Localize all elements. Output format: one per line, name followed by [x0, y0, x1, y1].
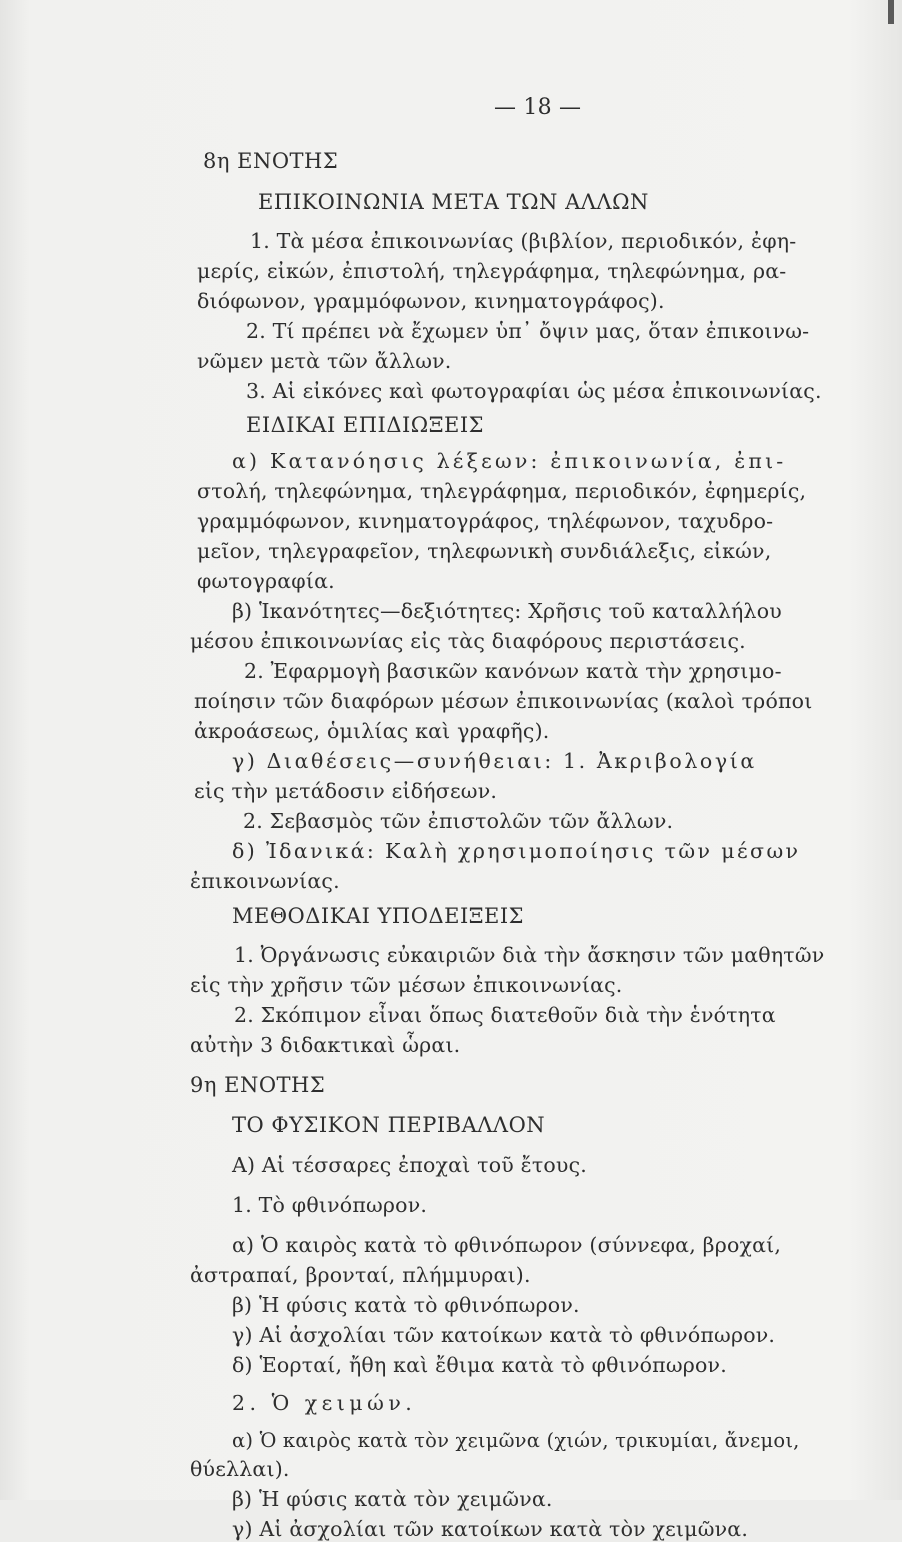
text-line: μέσου ἐπικοινωνίας εἰς τὰς διαφόρους περιστάσεις. [190, 629, 746, 653]
text-line: ἐπικοινωνίας. [190, 869, 340, 893]
text-line: αὐτὴν 3 διδακτικαὶ ὧραι. [190, 1033, 461, 1057]
unit-8-title: ΕΠΙΚΟΙΝΩΝΙΑ ΜΕΤΑ ΤΩΝ ΑΛΛΩΝ [258, 190, 649, 214]
text-line: α) Ὁ καιρὸς κατὰ τὸ φθινόπωρον (σύννεφα, βροχαί, [232, 1233, 782, 1257]
text-line: β) Ἱκανότητες—δεξιότητες: Χρῆσις τοῦ καταλλήλου [232, 599, 782, 623]
text-line: δ) Ἑορταί, ἤθη καὶ ἔθιμα κατὰ τὸ φθινόπωρον. [232, 1353, 727, 1377]
text-line: μεῖον, τηλεγραφεῖον, τηλεφωνικὴ συνδιάλεξις, εἰκών, [197, 539, 772, 563]
section-heading-special-goals: ΕΙΔΙΚΑΙ ΕΠΙΔΙΩΞΕΙΣ [246, 413, 484, 437]
text-line: α) Κατανόησις λέξεων: ἐπικοινωνία, ἐπι- [232, 449, 787, 473]
unit-9-heading: 9η ΕΝΟΤΗΣ [190, 1073, 326, 1097]
text-line: 3. Αἱ εἰκόνες καὶ φωτογραφίαι ὡς μέσα ἐπικοινωνίας. [246, 379, 822, 403]
text-line: β) Ἡ φύσις κατὰ τὸ φθινόπωρον. [232, 1293, 580, 1317]
text-line: Α) Αἱ τέσσαρες ἐποχαὶ τοῦ ἔτους. [232, 1153, 587, 1177]
page-edge-mark [888, 0, 894, 24]
text-line: 1. Τὸ φθινόπωρον. [232, 1193, 428, 1217]
text-line: 2. Ὁ χειμών. [232, 1391, 417, 1415]
text-line: φωτογραφία. [197, 569, 335, 593]
text-line: θύελλαι). [190, 1457, 290, 1481]
text-line: μερίς, εἰκών, ἐπιστολή, τηλεγράφημα, τηλεφώνημα, ρα- [197, 259, 787, 283]
text-line: γ) Διαθέσεις—συνήθειαι: 1. Ἀκριβολογία [232, 749, 757, 773]
unit-8-heading: 8η ΕΝΟΤΗΣ [203, 149, 339, 173]
text-line: 2. Σκόπιμον εἶναι ὅπως διατεθοῦν διὰ τὴν ἑνότητα [234, 1003, 776, 1027]
text-line: γραμμόφωνον, κινηματογράφος, τηλέφωνον, ταχυδρο- [197, 509, 774, 533]
text-line: γ) Αἱ ἀσχολίαι τῶν κατοίκων κατὰ τὸ φθινόπωρον. [232, 1323, 776, 1347]
page-number: — 18 — [494, 95, 582, 120]
text-line: διόφωνον, γραμμόφωνον, κινηματογράφος). [197, 289, 665, 313]
text-line: δ) Ἰδανικά: Καλὴ χρησιμοποίησις τῶν μέσων [232, 839, 801, 863]
text-line: ἀκροάσεως, ὁμιλίας καὶ γραφῆς). [194, 719, 550, 743]
text-line: ποίησιν τῶν διαφόρων μέσων ἐπικοινωνίας (καλοὶ τρόποι [194, 689, 813, 713]
text-line: α) Ὁ καιρὸς κατὰ τὸν χειμῶνα (χιών, τρικυμίαι, ἄνεμοι, [232, 1429, 800, 1452]
text-line: 2. Σεβασμὸς τῶν ἐπιστολῶν τῶν ἄλλων. [243, 809, 674, 833]
text-line: 1. Τὰ μέσα ἐπικοινωνίας (βιβλίον, περιοδικόν, ἐφη- [250, 229, 797, 253]
text-line: εἰς τὴν μετάδοσιν εἰδήσεων. [194, 779, 498, 803]
text-line: β) Ἡ φύσις κατὰ τὸν χειμῶνα. [232, 1487, 553, 1511]
unit-9-title: ΤΟ ΦΥΣΙΚΟΝ ΠΕΡΙΒΑΛΛΟΝ [232, 1113, 546, 1137]
section-heading-methodical-hints: ΜΕΘΟΔΙΚΑΙ ΥΠΟΔΕΙΞΕΙΣ [232, 904, 524, 928]
text-line: 2. Τί πρέπει νὰ ἔχωμεν ὑπ᾿ ὄψιν μας, ὅταν ἐπικοινω- [246, 319, 810, 343]
text-line: 2. Ἐφαρμογὴ βασικῶν κανόνων κατὰ τὴν χρησιμο- [244, 659, 782, 683]
text-line: στολή, τηλεφώνημα, τηλεγράφημα, περιοδικόν, ἐφημερίς, [197, 479, 807, 503]
text-line: εἰς τὴν χρῆσιν τῶν μέσων ἐπικοινωνίας. [190, 973, 623, 997]
text-line: ἀστραπαί, βρονταί, πλήμμυραι). [190, 1263, 531, 1287]
text-line: γ) Αἱ ἀσχολίαι τῶν κατοίκων κατὰ τὸν χειμῶνα. [232, 1517, 749, 1541]
text-line: 1. Ὀργάνωσις εὐκαιριῶν διὰ τὴν ἄσκησιν τῶν μαθητῶν [234, 943, 825, 967]
text-line: νῶμεν μετὰ τῶν ἄλλων. [197, 349, 452, 373]
